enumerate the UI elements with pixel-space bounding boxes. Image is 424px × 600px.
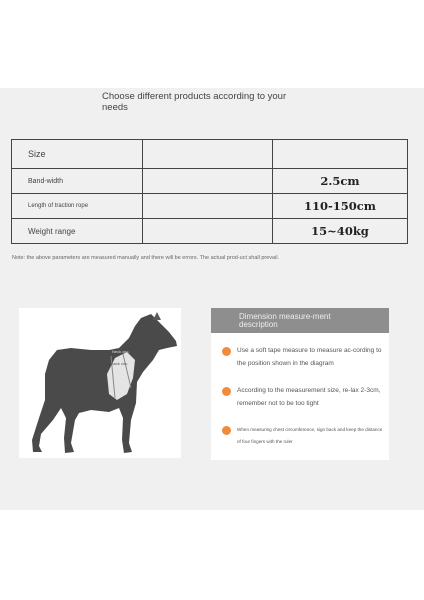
table-row (12, 219, 408, 244)
weight-label: Weight range (12, 219, 143, 244)
bullet-dot-icon (222, 387, 231, 396)
table-cell (143, 140, 273, 169)
size-value (273, 140, 408, 169)
step-text: According to the measurement size, re-lax 2-3cm, remember not to be too tight (237, 387, 381, 407)
bullet-dot-icon (222, 426, 231, 435)
chest-label: Neck circ. (112, 349, 130, 354)
bandwidth-label: Band-width (12, 169, 143, 194)
dog-diagram (19, 308, 181, 458)
dimension-header (211, 308, 389, 333)
disclaimer-note: Note: the above parameters are measured manually and there will be errors. The actual prod-uct shall prevail. (12, 255, 280, 261)
spec-table (11, 139, 408, 244)
table-row (12, 140, 408, 169)
dimension-card (211, 308, 389, 460)
back-label: Back circ. (111, 361, 129, 366)
page-heading: Choose different products according to your needs (102, 91, 287, 113)
table-cell (143, 219, 273, 244)
table-row (12, 169, 408, 194)
step-text: Use a soft tape measure to measure ac-cording to the position shown in the diagram (237, 347, 382, 367)
rope-length-value: 110-150cm (273, 194, 408, 219)
table-cell (143, 194, 273, 219)
dog-silhouette-icon (19, 308, 181, 458)
rope-length-label: Length of traction rope (12, 194, 143, 219)
bullet-dot-icon (222, 347, 231, 356)
table-cell (143, 169, 273, 194)
weight-value: 15~40kg (273, 219, 408, 244)
step-text: When measuring chest circumference, sign back and keep the distance of four fingers with the ruler (237, 427, 383, 444)
dimension-title: Dimension measure-ment description (239, 312, 331, 329)
table-row (12, 194, 408, 219)
bandwidth-value: 2.5cm (273, 169, 408, 194)
size-label: Size (12, 140, 143, 169)
